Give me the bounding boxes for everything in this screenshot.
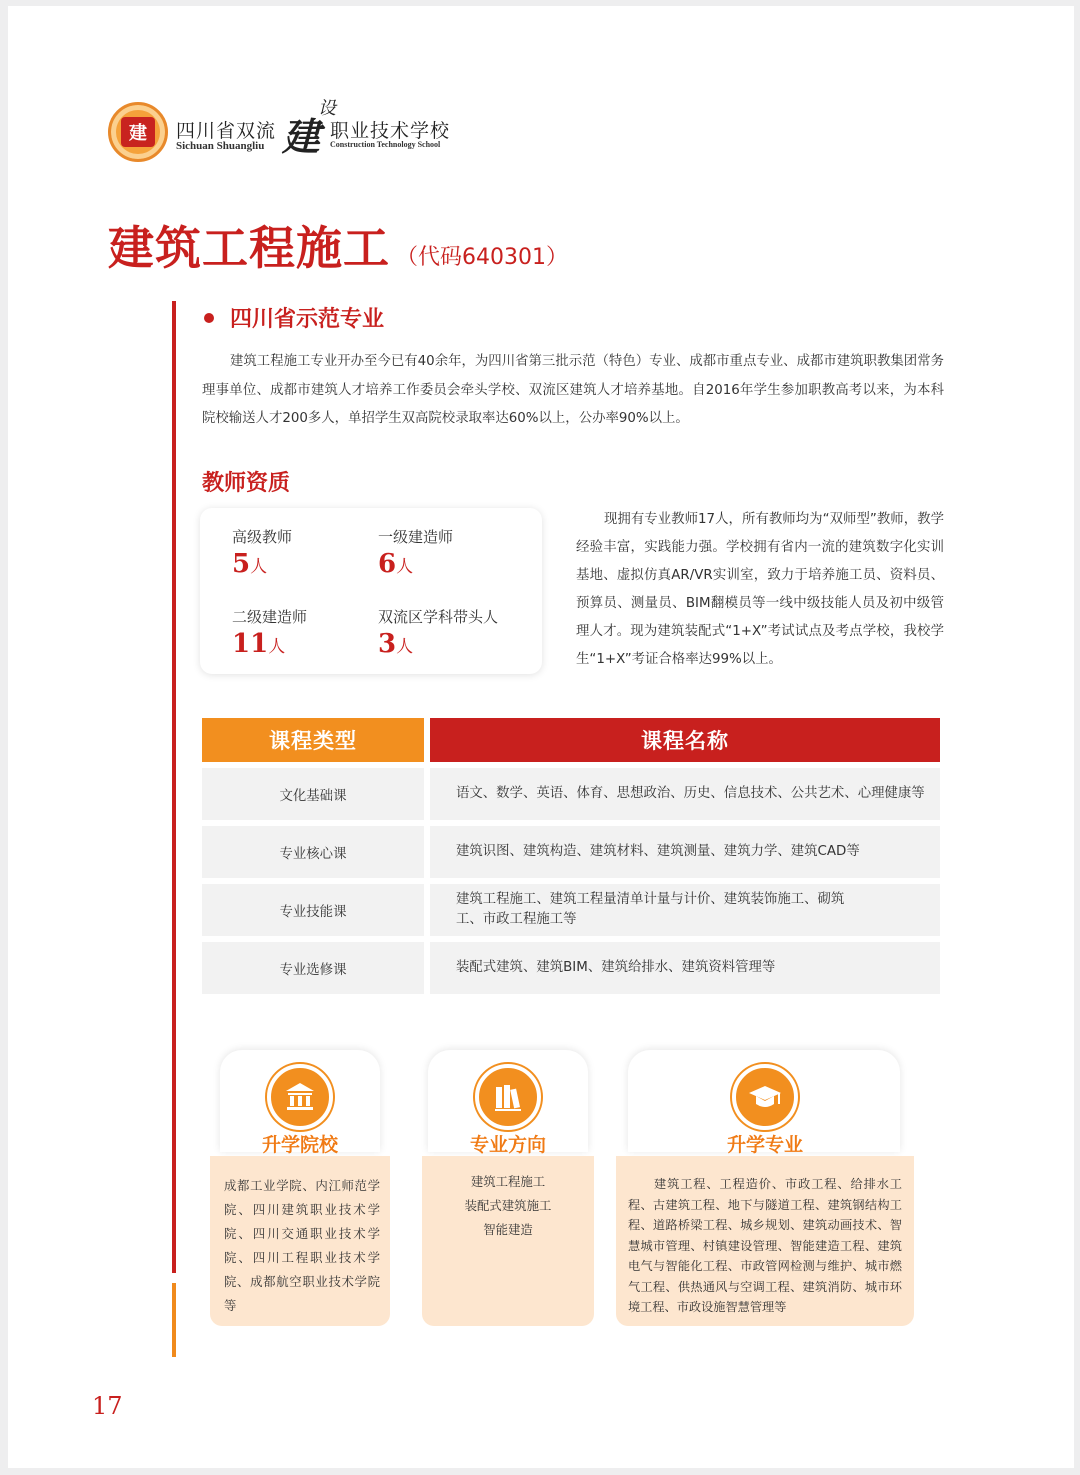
stat-second-class-constructor — [232, 606, 307, 659]
course-type-cell: 专业技能课 — [202, 884, 424, 936]
graduation-cap-icon — [732, 1064, 798, 1130]
course-names-cell: 装配式建筑、建筑BIM、建筑给排水、建筑资料管理等 — [430, 942, 940, 994]
stat-value — [232, 549, 292, 579]
stat-label: 一级建造师 — [378, 528, 454, 546]
stat-unit: 人 — [396, 557, 414, 577]
header-course-name: 课程名称 — [430, 718, 940, 762]
course-names-cell: 建筑工程施工、建筑工程量清单计量与计价、建筑装饰施工、砌筑工、市政工程施工等 — [430, 884, 940, 936]
stat-number: 3 — [378, 629, 397, 659]
section-title: 四川省示范专业 — [230, 307, 385, 332]
institution-icon — [267, 1064, 333, 1130]
teacher-stats-card — [200, 508, 542, 674]
stat-senior-teacher — [232, 526, 292, 579]
card-title: 升学院校 — [261, 1134, 338, 1156]
stat-value — [378, 549, 453, 579]
stat-unit: 人 — [268, 637, 286, 657]
course-names-cell: 建筑识图、建筑构造、建筑材料、建筑测量、建筑力学、建筑CAD等 — [430, 826, 940, 878]
stat-first-class-constructor — [378, 526, 453, 579]
school-emblem — [108, 102, 168, 162]
books-icon — [475, 1064, 541, 1130]
stat-label: 高级教师 — [232, 528, 293, 546]
card-body: 建筑工程、工程造价、市政工程、给排水工程、古建筑工程、地下与隧道工程、建筑钢结构工程、道路桥梁工程、城乡规划、建筑动画技术、智慧城市管理、村镇建设管理、智能建造工程、建筑电气与智能化工程、市政管网检测与维护、城市燃气工程、供热通风与空调工程、建筑消防、城市环境工程、市政设施智慧管理等 — [616, 1156, 914, 1326]
left-accent-bar-orange — [172, 1283, 176, 1357]
teacher-description: 现拥有专业教师17人，所有教师均为“双师型”教师，教学经验丰富，实践能力强。学校拥有省内一流的建筑数字化实训基地、虚拟仿真AR/VR实训室，致力于培养施工员、资料员、预算员、测量员、BIM翻模员等一线中级技能人员及初中级管理人才。现为建筑装配式“1+X”考试试点及考点学校，我校学生“1+X”考证合格率达99%以上。 — [576, 512, 944, 667]
brochure-page — [8, 6, 1074, 1468]
course-type-cell: 专业选修课 — [202, 942, 424, 994]
card-body — [422, 1156, 594, 1326]
bullet-dot-icon — [204, 313, 214, 323]
page-title — [108, 212, 568, 278]
card-major-direction — [422, 1050, 594, 1326]
school-name-en-part2: Construction Technology School — [330, 140, 441, 149]
card-body: 成都工业学院、内江师范学院、四川建筑职业技术学院、四川交通职业技术学院、四川工程职业技术学院、成都航空职业技术学院等 — [210, 1156, 390, 1326]
school-name — [176, 98, 476, 162]
school-name-cn-part2: 职业技术学校 — [330, 120, 451, 142]
page-number: 17 — [92, 1392, 123, 1420]
card-further-study-schools — [210, 1050, 390, 1326]
course-type-cell: 文化基础课 — [202, 768, 424, 820]
table-header — [202, 718, 940, 762]
school-name-calligraphy: 建 — [282, 114, 321, 159]
stat-unit: 人 — [396, 637, 414, 657]
stat-number: 11 — [232, 629, 269, 659]
table-row — [202, 768, 940, 820]
course-table — [202, 718, 940, 994]
stat-value — [378, 629, 498, 659]
table-row — [202, 884, 940, 936]
major-title: 建筑工程施工 — [108, 221, 390, 275]
stat-label: 双流区学科带头人 — [378, 608, 499, 626]
header-course-type: 课程类型 — [202, 718, 424, 762]
section-heading — [204, 302, 384, 333]
stat-number: 5 — [232, 549, 251, 579]
course-names-cell: 语文、数学、英语、体育、思想政治、历史、信息技术、公共艺术、心理健康等 — [430, 768, 940, 820]
card-title: 专业方向 — [469, 1134, 546, 1156]
direction-item: 装配式建筑施工 — [464, 1198, 552, 1213]
school-name-calligraphy-small: 设 — [318, 98, 336, 119]
direction-item: 建筑工程施工 — [470, 1174, 546, 1189]
school-name-en-part1: Sichuan Shuangliu — [176, 140, 265, 152]
table-row — [202, 826, 940, 878]
intro-paragraph: 建筑工程施工专业开办至今已有40余年，为四川省第三批示范（特色）专业、成都市重点专业、成都市建筑职教集团常务理事单位、成都市建筑人才培养工作委员会牵头学校、双流区建筑人才培养基地。自2016年学生参加职教高考以来，为本科院校输送人才200多人，单招学生双高院校录取率达60%以上，公办率90%以上。 — [202, 354, 944, 426]
teacher-heading: 教师资质 — [202, 471, 291, 496]
left-accent-bar — [172, 301, 176, 1273]
emblem-glyph: 建 — [121, 117, 155, 147]
stat-number: 6 — [378, 549, 397, 579]
card-further-study-majors — [616, 1050, 914, 1326]
course-type-cell: 专业核心课 — [202, 826, 424, 878]
table-row — [202, 942, 940, 994]
major-code: （代码640301） — [396, 245, 568, 270]
direction-item: 智能建造 — [483, 1222, 533, 1237]
card-title: 升学专业 — [726, 1134, 803, 1156]
stat-unit: 人 — [250, 557, 268, 577]
school-name-cn-part1: 四川省双流 — [176, 120, 277, 142]
stat-value — [232, 629, 307, 659]
school-logo — [108, 98, 476, 162]
stat-label: 二级建造师 — [232, 608, 308, 626]
stat-subject-leader — [378, 606, 498, 659]
